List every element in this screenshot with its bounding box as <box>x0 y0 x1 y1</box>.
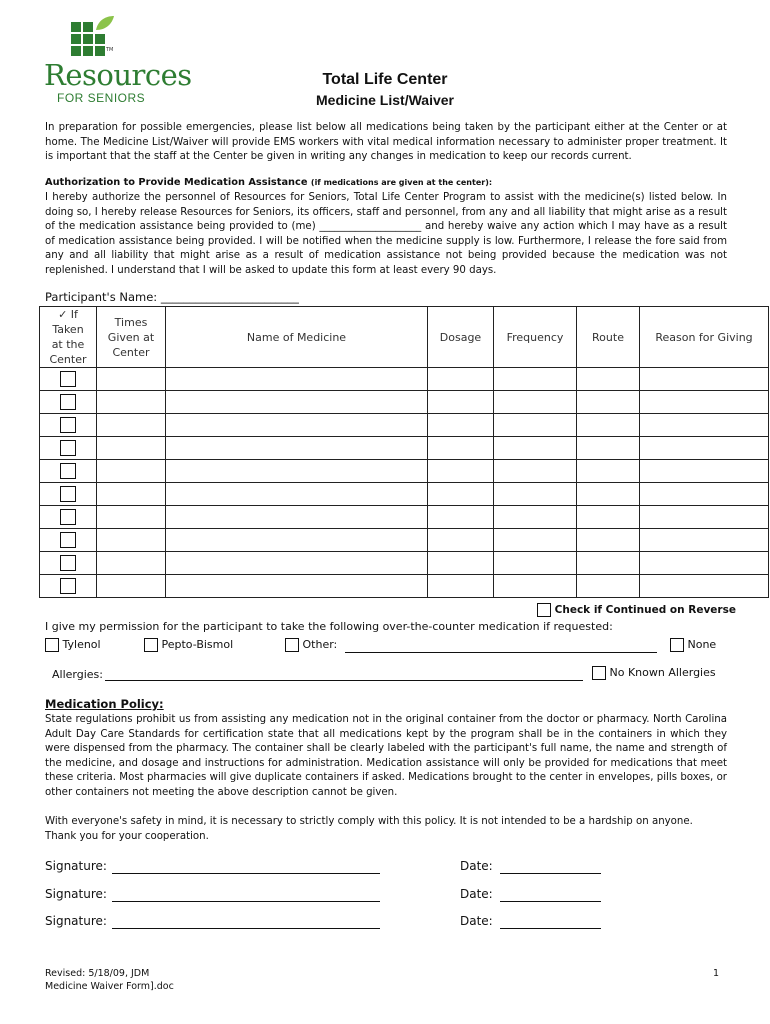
medicine-name-cell[interactable] <box>166 437 428 460</box>
reason-cell[interactable] <box>640 552 769 575</box>
header-reason: Reason for Giving <box>640 307 769 368</box>
taken-checkbox[interactable] <box>60 417 76 433</box>
times-cell[interactable] <box>97 437 166 460</box>
page-number: 1 <box>713 968 720 979</box>
dosage-cell[interactable] <box>428 391 494 414</box>
taken-checkbox[interactable] <box>60 463 76 479</box>
taken-cell[interactable] <box>40 529 97 552</box>
frequency-cell[interactable] <box>494 368 577 391</box>
medicine-name-cell[interactable] <box>166 529 428 552</box>
date-field-2[interactable] <box>500 901 601 902</box>
date-field-3[interactable] <box>500 928 601 929</box>
reason-cell[interactable] <box>640 368 769 391</box>
no-allergies-option <box>592 666 716 680</box>
other-field[interactable] <box>345 652 657 653</box>
route-cell[interactable] <box>577 368 640 391</box>
frequency-cell[interactable] <box>494 437 577 460</box>
dosage-cell[interactable] <box>428 506 494 529</box>
logo-brand: Resources <box>44 58 192 92</box>
times-cell[interactable] <box>97 414 166 437</box>
medicine-name-cell[interactable] <box>166 506 428 529</box>
route-cell[interactable] <box>577 414 640 437</box>
route-cell[interactable] <box>577 391 640 414</box>
policy-heading: Medication Policy: <box>45 697 164 711</box>
header-dosage: Dosage <box>428 307 494 368</box>
taken-checkbox[interactable] <box>60 509 76 525</box>
header-times <box>97 307 166 368</box>
header-taken <box>40 307 97 368</box>
taken-checkbox[interactable] <box>60 394 76 410</box>
taken-checkbox[interactable] <box>60 486 76 502</box>
no-allergies-checkbox[interactable] <box>592 666 606 680</box>
dosage-cell[interactable] <box>428 460 494 483</box>
header-frequency: Frequency <box>494 307 577 368</box>
reason-cell[interactable] <box>640 391 769 414</box>
authorization-note: (if medications are given at the center): <box>310 178 493 187</box>
taken-checkbox[interactable] <box>60 578 76 594</box>
taken-checkbox[interactable] <box>60 371 76 387</box>
medicine-name-cell[interactable] <box>166 552 428 575</box>
otc-permission: I give my permission for the participant to take the following over-the-counter medication if requested: <box>45 620 613 633</box>
header-taken-line4: Center <box>49 353 87 366</box>
dosage-cell[interactable] <box>428 552 494 575</box>
taken-checkbox[interactable] <box>60 440 76 456</box>
signature-label-3: Signature: <box>45 914 107 928</box>
footer-info <box>45 967 174 993</box>
times-cell[interactable] <box>97 575 166 598</box>
continued-checkbox[interactable] <box>537 603 551 617</box>
taken-cell[interactable] <box>40 506 97 529</box>
reason-cell[interactable] <box>640 575 769 598</box>
frequency-cell[interactable] <box>494 460 577 483</box>
date-label-2: Date: <box>460 887 493 901</box>
page-title: Total Life Center <box>322 71 448 88</box>
table-row <box>40 552 769 575</box>
dosage-cell[interactable] <box>428 414 494 437</box>
otc-none-option <box>670 638 716 652</box>
continued-label: Check if Continued on Reverse <box>554 604 736 616</box>
dosage-cell[interactable] <box>428 575 494 598</box>
medicine-name-cell[interactable] <box>166 391 428 414</box>
medicine-name-cell[interactable] <box>166 368 428 391</box>
times-cell[interactable] <box>97 506 166 529</box>
table-row <box>40 414 769 437</box>
header-taken-line2: Taken <box>52 323 84 336</box>
footer-revised: Revised: 5/18/09, JDM <box>45 968 150 979</box>
medicine-name-cell[interactable] <box>166 460 428 483</box>
table-row <box>40 529 769 552</box>
route-cell[interactable] <box>577 437 640 460</box>
header-taken-line3: at the <box>51 338 85 351</box>
medication-table <box>39 306 769 598</box>
logo-sub: FOR SENIORS <box>57 91 146 105</box>
pepto-checkbox[interactable] <box>144 638 158 652</box>
route-cell[interactable] <box>577 575 640 598</box>
reason-cell[interactable] <box>640 437 769 460</box>
reason-cell[interactable] <box>640 414 769 437</box>
times-cell[interactable] <box>97 552 166 575</box>
taken-cell[interactable] <box>40 460 97 483</box>
dosage-cell[interactable] <box>428 437 494 460</box>
dosage-cell[interactable] <box>428 368 494 391</box>
date-field-1[interactable] <box>500 873 601 874</box>
times-cell[interactable] <box>97 391 166 414</box>
route-cell[interactable] <box>577 506 640 529</box>
signature-field-2[interactable] <box>112 901 380 902</box>
times-cell[interactable] <box>97 460 166 483</box>
signature-label-1: Signature: <box>45 859 107 873</box>
logo-tm: TM <box>106 47 114 53</box>
table-row <box>40 368 769 391</box>
participant-name-row <box>45 290 299 304</box>
signature-label-2: Signature: <box>45 887 107 901</box>
reason-cell[interactable] <box>640 529 769 552</box>
taken-cell[interactable] <box>40 483 97 506</box>
none-checkbox[interactable] <box>670 638 684 652</box>
taken-cell[interactable] <box>40 437 97 460</box>
table-row <box>40 575 769 598</box>
frequency-cell[interactable] <box>494 575 577 598</box>
table-row <box>40 460 769 483</box>
safety-paragraph: With everyone's safety in mind, it is necessary to strictly comply with this policy. It is not intended to be a hardship on anyone. Thank you for your cooperation. <box>45 816 693 842</box>
participant-name-field[interactable]: ________________________ <box>160 290 299 304</box>
header-times-line1: Times <box>114 315 148 329</box>
authorization-paragraph: I hereby authorize the personnel of Resources for Seniors, Total Life Center Program to assist with the medicine(s) listed below. In doing so, I hereby release Resources for Seniors, its officers, staff and personnel, from any and all liability that might arise as a result of the medication assistance being provided to (me) ____________________ and hereby waive any action which I may have as a result of medication assistance being provided. I will be notified when the medicine supply is low. Furthermore, I release the fore said from any and all liability that might arise as a result of medication assistance not being provided because the medication was not replenished. I understand that I will be asked to update this form at least every 90 days. <box>45 192 727 276</box>
taken-cell[interactable] <box>40 552 97 575</box>
frequency-cell[interactable] <box>494 529 577 552</box>
table-row <box>40 506 769 529</box>
allergies-field[interactable] <box>105 680 583 681</box>
taken-cell[interactable] <box>40 391 97 414</box>
table-row <box>40 483 769 506</box>
none-label: None <box>687 638 717 651</box>
times-cell[interactable] <box>97 483 166 506</box>
header-times-line3: Center <box>112 345 150 359</box>
header-route: Route <box>577 307 640 368</box>
medicine-name-cell[interactable] <box>166 575 428 598</box>
otc-other-option <box>285 638 337 652</box>
taken-cell[interactable] <box>40 414 97 437</box>
medicine-name-cell[interactable] <box>166 414 428 437</box>
footer-filename: Medicine Waiver Form].doc <box>45 981 174 992</box>
header-times-line2: Given at <box>107 330 155 344</box>
table-header-row <box>40 307 769 368</box>
dosage-cell[interactable] <box>428 529 494 552</box>
route-cell[interactable] <box>577 529 640 552</box>
frequency-cell[interactable] <box>494 506 577 529</box>
continued-row <box>537 603 736 617</box>
no-allergies-label: No Known Allergies <box>609 666 716 679</box>
frequency-cell[interactable] <box>494 552 577 575</box>
reason-cell[interactable] <box>640 506 769 529</box>
times-cell[interactable] <box>97 529 166 552</box>
route-cell[interactable] <box>577 483 640 506</box>
frequency-cell[interactable] <box>494 483 577 506</box>
policy-paragraph: State regulations prohibit us from assisting any medication not in the original container from the doctor or pharmacy. North Carolina Adult Day Care Standards for certification state that all medications kept by the program shall be in the containers in which they were dispensed from the pharmacy. The container shall be clearly labeled with the participant's full name, the name and strength of the medicine, and dosage and instructions for administration. Medication assistance will only be provided for medications that meet these criteria. Most pharmacies will give duplicate containers if asked. Medications brought to the center in envelopes, pills boxes, or other containers not meeting the above description cannot be given. <box>45 714 727 798</box>
frequency-cell[interactable] <box>494 391 577 414</box>
other-label: Other: <box>302 638 338 651</box>
header-medicine-name: Name of Medicine <box>166 307 428 368</box>
route-cell[interactable] <box>577 460 640 483</box>
participant-name-label: Participant's Name: <box>45 290 158 304</box>
frequency-cell[interactable] <box>494 414 577 437</box>
tylenol-label: Tylenol <box>62 638 101 651</box>
date-label-3: Date: <box>460 914 493 928</box>
authorization-heading-text: Authorization to Provide Medication Assistance <box>45 177 308 188</box>
allergies-label: Allergies: <box>52 668 103 681</box>
route-cell[interactable] <box>577 552 640 575</box>
page-subtitle: Medicine List/Waiver <box>316 92 454 108</box>
taken-cell[interactable] <box>40 368 97 391</box>
tylenol-checkbox[interactable] <box>45 638 59 652</box>
medicine-name-cell[interactable] <box>166 483 428 506</box>
times-cell[interactable] <box>97 368 166 391</box>
pepto-label: Pepto-Bismol <box>161 638 234 651</box>
otc-tylenol-option <box>45 638 101 652</box>
header-taken-line1: ✓ If <box>58 308 78 321</box>
table-row <box>40 437 769 460</box>
signature-field-3[interactable] <box>112 928 380 929</box>
taken-checkbox[interactable] <box>60 532 76 548</box>
intro-paragraph: In preparation for possible emergencies, please list below all medications being taken by the participant either at the Center or at home. The Medicine List/Waiver will provide EMS workers with vital medical information necessary to administer proper treatment. It is important that the staff at the Center be given in writing any changes in medication to keep our records current. <box>45 122 727 162</box>
other-checkbox[interactable] <box>285 638 299 652</box>
table-row <box>40 391 769 414</box>
taken-cell[interactable] <box>40 575 97 598</box>
otc-pepto-option <box>144 638 233 652</box>
signature-field-1[interactable] <box>112 873 380 874</box>
taken-checkbox[interactable] <box>60 555 76 571</box>
dosage-cell[interactable] <box>428 483 494 506</box>
reason-cell[interactable] <box>640 483 769 506</box>
reason-cell[interactable] <box>640 460 769 483</box>
authorization-heading <box>45 177 492 188</box>
date-label-1: Date: <box>460 859 493 873</box>
